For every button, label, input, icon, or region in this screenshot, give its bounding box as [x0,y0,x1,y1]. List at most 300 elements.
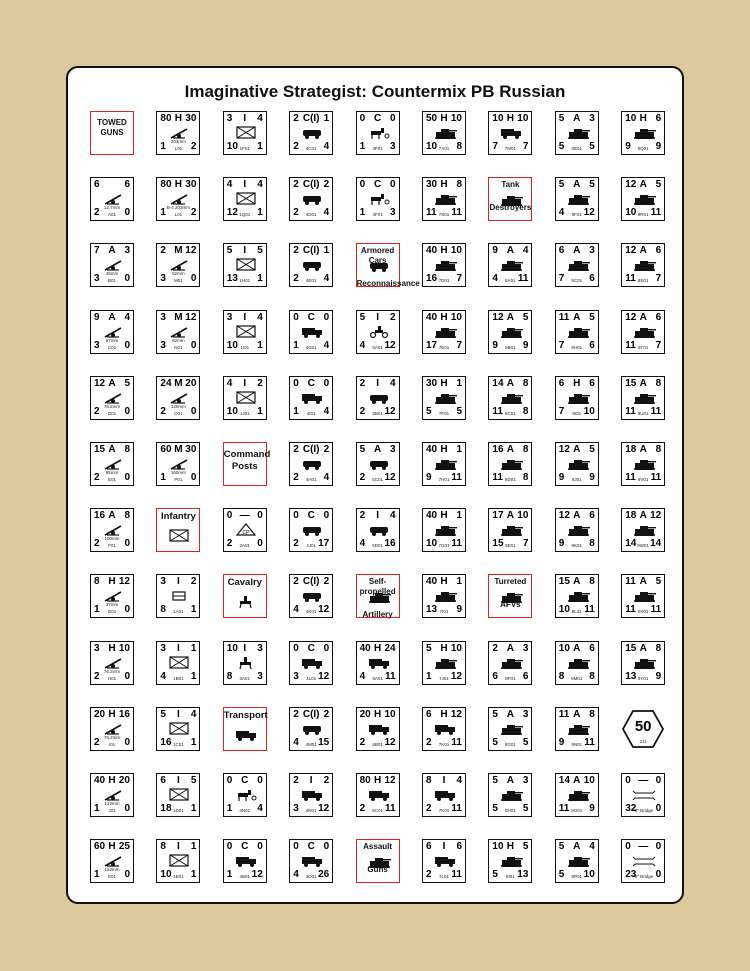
turn-marker-counter[interactable] [621,707,665,751]
range-value: 3 [522,642,529,654]
unit-counter[interactable] [289,574,333,618]
unit-counter[interactable] [90,177,134,221]
unit-type-code: C [307,377,315,389]
attack-value: 60 [160,444,172,455]
category-label-counter[interactable] [356,243,420,289]
unit-counter[interactable] [555,442,599,486]
category-label-counter[interactable] [488,574,532,618]
attack-value: 5 [160,708,166,720]
category-label-line: AFVs [500,600,521,610]
range-value: 8 [655,642,662,654]
gun-icon [101,589,125,602]
unit-counter[interactable] [555,839,599,883]
attack-value: 30 [426,377,438,389]
range-value: 0 [257,775,263,786]
tank-icon [499,391,523,404]
range-value: 1 [456,576,462,588]
movement-value: 0 [124,207,130,219]
tank-icon [499,325,523,338]
tank-icon [566,391,590,404]
unit-note: 57mm [105,337,119,343]
unit-counter[interactable] [156,574,200,618]
unit-counter[interactable] [156,442,200,486]
unit-id: "3" Bridge [633,808,654,813]
unit-id: 4N01 [305,808,317,813]
unit-counter[interactable] [422,574,466,618]
unit-counter[interactable] [621,111,665,155]
unit-counter[interactable] [422,773,466,817]
unit-type-code: I [177,708,180,720]
movement-value: 6 [522,670,529,682]
unit-id: L01 [174,146,183,151]
movement-value: 1 [190,604,197,616]
range-value: 0 [655,841,662,853]
unit-id: 9Q01 [637,146,649,151]
unit-counter[interactable] [356,376,400,420]
unit-type-code: C(I) [302,576,320,588]
attack-value: 8 [94,576,100,588]
attack-value: 16 [94,510,106,522]
tank-icon [566,192,590,205]
range-value: 4 [124,311,130,323]
range-value: 10 [384,708,396,720]
unit-counter[interactable] [488,243,532,287]
unit-counter[interactable] [621,574,665,618]
unit-counter[interactable] [422,177,466,221]
unit-type-code: A [506,311,514,323]
unit-counter[interactable] [555,376,599,420]
defense-value: 1 [160,141,166,152]
unit-counter[interactable] [90,641,134,685]
unit-counter[interactable] [356,442,400,486]
unit-counter[interactable] [356,310,400,354]
range-value: 10 [517,510,529,522]
unit-counter[interactable] [555,310,599,354]
attack-value: 0 [625,775,631,786]
unit-counter[interactable] [90,773,134,817]
attack-value: 5 [558,841,565,853]
defense-value: 4 [160,670,166,682]
unit-counter[interactable] [488,707,532,751]
unit-counter[interactable] [223,773,267,817]
defense-value: 9 [492,339,498,351]
unit-id: N01 [174,344,183,350]
defense-value: 1 [160,472,166,483]
category-label-line: GUNS [100,128,124,137]
unit-counter[interactable] [422,376,466,420]
unit-id: O01 [174,410,183,416]
unit-id: 4N01 [239,808,251,813]
range-value: 3 [522,708,529,720]
movement-value: 13 [517,869,529,881]
unit-counter[interactable] [90,442,134,486]
unit-counter[interactable] [223,310,267,354]
unit-counter[interactable] [90,707,134,751]
unit-counter[interactable] [422,839,466,883]
defense-value: 7 [558,405,565,417]
category-label-counter[interactable] [356,839,400,883]
defense-value: 1 [426,670,432,682]
unit-counter[interactable] [156,773,200,817]
unit-counter[interactable] [422,508,466,552]
unit-counter[interactable] [555,243,599,287]
defense-value: 2 [94,538,100,550]
unit-id: 7K01 [438,808,450,813]
unit-counter[interactable] [422,442,466,486]
unit-type-code: C [307,841,315,853]
unit-counter[interactable] [223,243,267,287]
category-label-line: Guns [367,865,388,875]
unit-type-code: A [573,841,581,853]
attack-value: 18 [625,444,637,455]
unit-counter[interactable] [356,508,400,552]
movement-value: 11 [650,604,662,616]
truck-icon [367,788,391,801]
category-label-line: Cavalry [227,577,262,589]
unit-type-code: — [638,841,649,853]
unit-type-code: I [243,311,247,323]
unit-id: P01 [174,477,183,482]
category-label-counter[interactable] [223,574,267,618]
range-value: 5 [655,576,662,588]
unit-counter[interactable] [156,243,200,287]
unit-counter[interactable] [621,839,665,883]
unit-counter[interactable] [90,574,134,618]
attack-value: 9 [94,311,100,323]
unit-counter[interactable] [289,111,333,155]
defense-value: 8 [558,670,565,682]
movement-value: 0 [655,869,662,881]
attack-value: 0 [293,841,299,853]
attack-value: 0 [293,510,299,522]
tank-icon [566,788,590,801]
unit-type-code: I [376,510,379,522]
unit-counter[interactable] [156,839,200,883]
category-label-counter[interactable] [488,177,532,221]
unit-counter[interactable] [156,177,200,221]
defense-value: 5 [492,803,498,814]
movement-value: 4 [323,141,330,152]
unit-id: 9K01 [571,543,583,549]
movement-value: 9 [655,141,662,152]
unit-counter[interactable] [289,508,333,552]
unit-counter[interactable] [356,641,400,685]
horse-icon [367,126,391,139]
attack-value: 15 [94,444,106,455]
movement-value: 6 [589,339,595,351]
range-value: 2 [390,311,396,323]
unit-id: 4B01 [239,874,251,880]
attack-value: 6 [426,708,432,720]
range-value: 1 [190,841,197,853]
unit-counter[interactable] [621,243,665,287]
unit-note: 120mm [170,403,186,409]
unit-counter[interactable] [90,376,134,420]
unit-type-code: H [440,444,448,455]
unit-counter[interactable] [289,376,333,420]
unit-counter[interactable] [356,707,400,751]
unit-counter[interactable] [621,641,665,685]
unit-id: 8F01 [505,675,516,681]
unit-counter[interactable] [422,641,466,685]
unit-type-code: H [440,179,448,191]
unit-type-code: H [108,841,116,853]
unit-counter[interactable] [555,574,599,618]
range-value: 8 [124,444,130,455]
unit-id: 8B01 [505,344,516,350]
unit-id: 6A01 [372,675,383,681]
movement-value: 17 [318,538,330,550]
unit-counter[interactable] [555,641,599,685]
unit-counter[interactable] [156,376,200,420]
unit-counter[interactable] [555,177,599,221]
unit-id: D01 [107,410,117,416]
inf-icon [234,391,258,404]
unit-id: 1Q01 [239,212,251,218]
movement-value: 0 [124,670,130,682]
unit-counter[interactable] [156,310,200,354]
unit-type-code: C(I) [302,245,320,257]
range-value: 6 [589,377,595,389]
unit-id: 9P01 [571,874,583,880]
range-value: 10 [118,642,130,654]
unit-counter[interactable] [90,310,134,354]
defense-value: 4 [359,339,366,351]
unit-counter[interactable] [555,773,599,817]
tank-icon [566,722,590,735]
unit-counter[interactable] [356,177,400,221]
unit-counter[interactable] [289,310,333,354]
range-value: 4 [390,377,396,389]
unit-counter[interactable] [356,111,400,155]
unit-id: 0E01 [571,146,583,151]
movement-value: 0 [124,736,130,748]
unit-counter[interactable] [223,839,267,883]
attack-value: 14 [492,377,504,389]
defense-value: 15 [492,538,504,550]
movement-value: 1 [257,405,263,417]
defense-value: 2 [160,405,166,417]
defense-value: 8 [226,670,233,682]
unit-counter[interactable] [621,442,665,486]
unit-id: 7S01 [438,212,450,218]
movement-value: 12 [384,339,396,351]
range-value: 12 [650,510,662,522]
unit-counter[interactable] [621,310,665,354]
defense-value: 2 [359,803,366,814]
unit-counter[interactable] [422,310,466,354]
unit-counter[interactable] [356,773,400,817]
range-value: 1 [456,510,462,522]
unit-type-code: H [373,775,382,786]
gun-icon [101,854,125,867]
gun-icon [167,126,191,139]
unit-counter[interactable] [223,376,267,420]
unit-counter[interactable] [223,641,267,685]
range-value: 25 [118,841,130,853]
unit-counter[interactable] [621,773,665,817]
unit-counter[interactable] [621,177,665,221]
unit-counter[interactable] [488,773,532,817]
unit-counter[interactable] [156,707,200,751]
defense-value: 2 [94,736,100,748]
unit-counter[interactable] [223,508,267,552]
unit-type-code: A [108,311,116,323]
attack-value: 12 [94,377,106,389]
unit-type-code: M [174,377,183,389]
gun-icon [101,258,125,271]
svg-text:CP: CP [242,530,250,537]
movement-value: 4 [323,273,330,285]
defense-value: 10 [226,405,238,417]
unit-type-code: A [639,444,647,455]
range-value: 6 [655,113,662,124]
unit-id: 7M01 [504,146,517,151]
tank-icon [499,854,523,867]
category-label-counter[interactable] [90,111,134,155]
category-label-counter[interactable] [223,442,271,486]
unit-counter[interactable] [289,641,333,685]
tank-icon [499,523,523,536]
range-value: 10 [450,245,462,257]
unit-counter[interactable] [555,707,599,751]
attack-value: 40 [94,775,106,786]
tank-icon [632,192,656,205]
unit-counter[interactable] [488,508,532,552]
range-value: 12 [185,311,197,323]
unit-counter[interactable] [555,508,599,552]
movement-value: 12 [318,604,330,616]
unit-counter[interactable] [90,839,134,883]
movement-value: 11 [451,869,462,881]
unit-counter[interactable] [422,707,466,751]
defense-value: 5 [558,869,565,881]
unit-type-code: H [174,179,182,191]
unit-counter[interactable] [488,641,532,685]
category-label-line: Tank [501,180,520,190]
range-value: 20 [185,377,197,389]
unit-counter[interactable] [289,839,333,883]
range-value: 5 [522,841,529,853]
defense-value: 2 [359,405,366,417]
attack-value: 0 [293,377,299,389]
unit-counter[interactable] [289,442,333,486]
attack-value: 2 [293,245,299,257]
unit-counter[interactable] [422,111,466,155]
defense-value: 2 [359,472,366,483]
unit-type-code: H [174,113,182,124]
category-label-text [356,246,420,289]
unit-id: 9Y01 [637,675,649,681]
defense-value: 7 [492,141,498,152]
attack-value: 80 [359,775,371,786]
gun-icon [101,192,125,205]
defense-value: 11 [625,339,636,351]
tank-icon [433,258,457,271]
unit-counter[interactable] [289,177,333,221]
unit-counter[interactable] [621,376,665,420]
range-value: 12 [118,576,130,588]
unit-type-code: C [241,841,249,853]
category-label-counter[interactable] [156,508,200,552]
unit-id: 7L01 [438,874,449,880]
range-value: 1 [456,444,462,455]
gun-icon [101,457,125,470]
tank-icon [566,325,590,338]
defense-value: 3 [293,670,299,682]
movement-value: 3 [390,207,396,219]
defense-value: 11 [492,405,503,417]
unit-type-code: A [639,179,647,191]
unit-id: 5D01 [372,543,383,549]
unit-id: 7H01 [438,477,450,482]
unit-counter[interactable] [488,442,532,486]
tank-icon [433,457,457,470]
unit-counter[interactable] [289,707,333,751]
unit-id: 5A01 [372,344,383,350]
unit-type-code: A [573,444,581,455]
category-label-counter[interactable] [356,574,400,618]
unit-counter[interactable] [223,111,267,155]
range-value: 5 [589,311,595,323]
unit-counter[interactable] [90,508,134,552]
unit-counter[interactable] [488,111,532,155]
range-value: 1 [190,642,197,654]
unit-counter[interactable] [621,508,665,552]
unit-counter[interactable] [488,310,532,354]
category-label-text [489,180,531,213]
defense-value: 9 [426,472,432,483]
unit-type-code: H [108,576,116,588]
unit-type-code: H [573,377,581,389]
category-label-text [357,577,399,620]
unit-counter[interactable] [156,641,200,685]
unit-counter[interactable] [488,376,532,420]
unit-type-code: A [506,708,514,720]
unit-counter[interactable] [223,177,267,221]
defense-value: 10 [226,141,238,152]
unit-id: 1J01 [239,410,250,416]
defense-value: 2 [94,472,100,483]
unit-counter[interactable] [90,243,134,287]
range-value: 4 [257,179,263,191]
range-value: 6 [655,311,662,323]
unit-counter[interactable] [156,111,200,155]
category-label-counter[interactable] [223,707,267,751]
tank-icon [433,656,457,669]
unit-counter[interactable] [289,243,333,287]
range-value: 24 [384,642,396,654]
unit-counter[interactable] [488,839,532,883]
defense-value: 4 [492,273,498,285]
inf-icon [167,529,191,542]
unit-type-code: A [506,245,514,257]
unit-counter[interactable] [555,111,599,155]
unit-counter[interactable] [422,243,466,287]
attack-value: 5 [226,245,233,257]
unit-id: 9R01 [637,212,649,218]
movement-value: 11 [451,207,462,219]
attack-value: 60 [94,841,106,853]
unit-id: 9O01 [571,808,583,813]
attack-value: 6 [160,775,166,786]
defense-value: 5 [558,141,565,152]
attack-value: 14 [558,775,570,786]
unit-id: 9H01 [571,344,583,350]
truck-icon [234,728,258,741]
movement-value: 4 [323,207,330,219]
unit-counter[interactable] [289,773,333,817]
